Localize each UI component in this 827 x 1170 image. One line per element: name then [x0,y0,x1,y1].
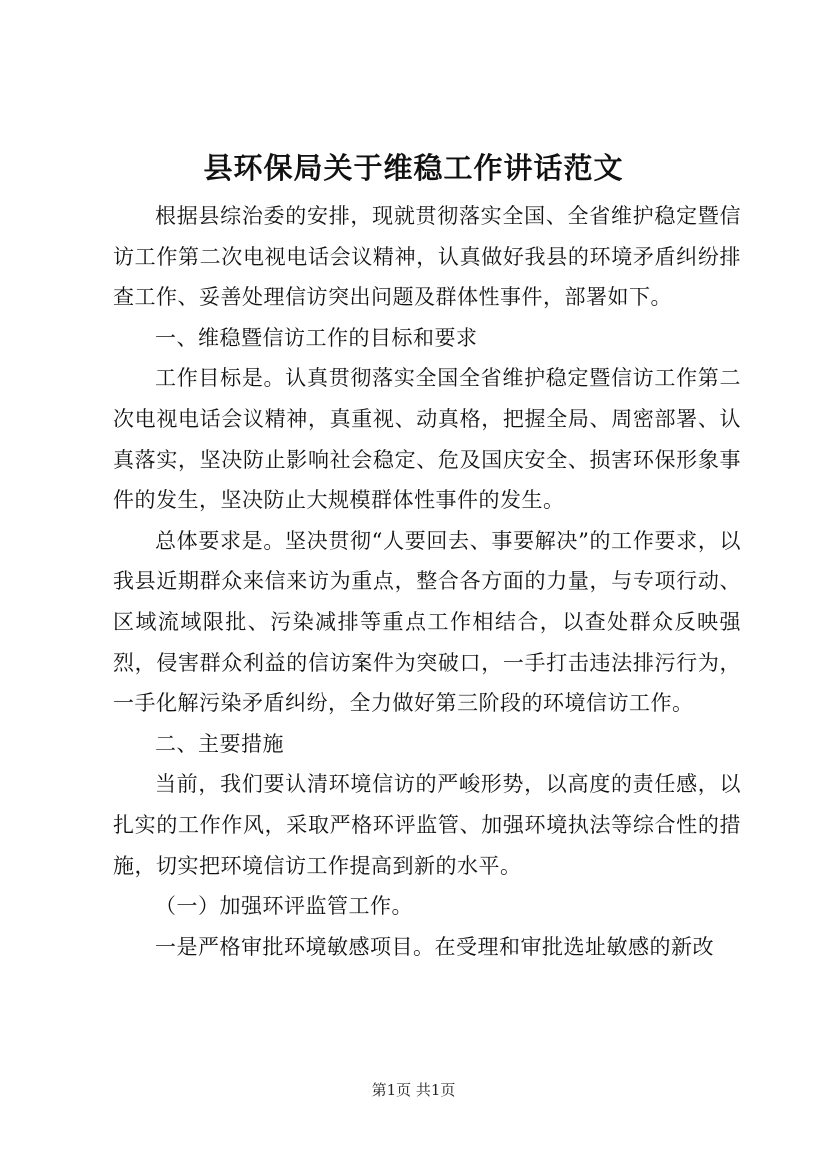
paragraph-work-goal: 工作目标是。认真贯彻落实全国全省维护稳定暨信访工作第二次电视电话会议精神，真重视、动真格，把握全局、周密部署、认真落实，坚决防止影响社会稳定、危及国庆安全、损害环保形象事件的发生，坚决防止大规模群体性事件的发生。 [113,366,741,513]
document-title: 县环保局关于维稳工作讲话范文 [203,151,624,185]
heading-section-1: 一、维稳暨信访工作的目标和要求 [155,325,478,350]
document-body [113,196,741,967]
heading-subsection-1: （一）加强环评监管工作。 [155,894,413,919]
page-footer: 第1页 共1页 [371,1081,456,1099]
paragraph-current-situation: 当前，我们要认清环境信访的严峻形势，以高度的责任感，以扎实的工作作风，采取严格环评监管、加强环境执法等综合性的措施，切实把环境信访工作提高到新的水平。 [113,772,741,878]
paragraph-overall-requirement: 总体要求是。坚决贯彻“人要回去、事要解决”的工作要求，以我县近期群众来信来访为重点，整合各方面的力量，与专项行动、区域流域限批、污染减排等重点工作相结合，以查处群众反映强烈，侵害群众利益的信访案件为突破口，一手打击违法排污行为，一手化解污染矛盾纠纷，全力做好第三阶段的环境信访工作。 [113,528,741,716]
paragraph-intro: 根据县综治委的安排，现就贯彻落实全国、全省维护稳定暨信访工作第二次电视电话会议精神，认真做好我县的环境矛盾纠纷排查工作、妥善处理信访突出问题及群体性事件，部署如下。 [113,204,741,310]
paragraph-item-1: 一是严格审批环境敏感项目。在受理和审批选址敏感的新改 [155,934,714,959]
heading-section-2: 二、主要措施 [155,731,284,756]
